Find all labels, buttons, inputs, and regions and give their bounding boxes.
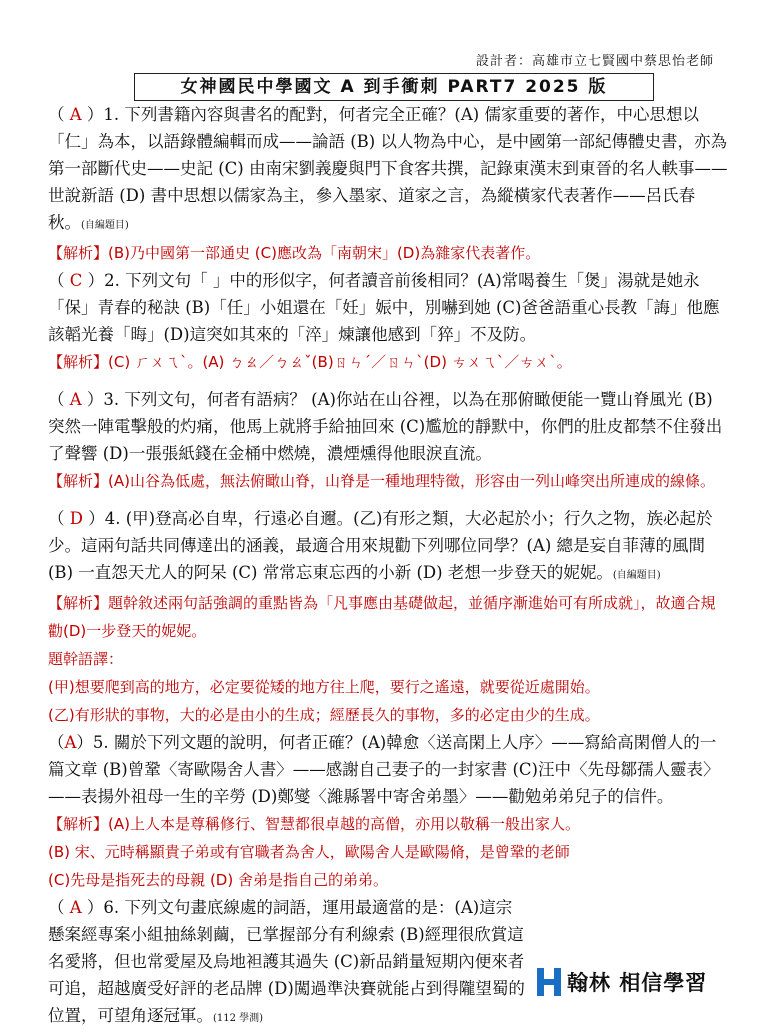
publisher-logo	[536, 967, 707, 997]
explanation-3: 【解析】(A)山谷為低處，無法俯瞰山脊，山脊是一種地理特徵，形容由一列山峰突出所連成的線條。	[48, 472, 715, 490]
question-5-text: 5. 關於下列文題的說明，何者正確？(A)韓愈〈送高閑上人序〉——寫給高閑僧人的一篇文章 (B)曾鞏〈寄歐陽舍人書〉——感謝自己妻子的一封家書 (C)汪中〈先母鄒孺人靈表〉——表揚外祖母一生的辛勞 (D)鄭燮〈濰縣署中寄舍弟墨〉——勸勉弟弟兒子的信件。	[48, 733, 720, 806]
answer-1: A	[69, 105, 82, 124]
answer-5: A	[64, 733, 77, 752]
explanation-5c: (C)先母是指死去的母親 (D) 舍弟是指自己的弟弟。	[48, 871, 388, 889]
answer-4: D	[69, 509, 83, 528]
question-4-source: (自編題目)	[612, 570, 661, 581]
question-6-source: (112 學測)	[213, 1013, 264, 1024]
question-4-text: 4. (甲)登高必自卑，行遠必自邇。(乙)有形之類，大必起於小；行久之物，族必起於少。這兩句話共同傳達出的涵義，最適合用來規勸下列哪位同學？(A) 總是妄自菲薄的風間 (B) 一直怨天尤人的阿呆 (C) 常常忘東忘西的小新 (D) 老想一步登天的妮妮。	[48, 509, 713, 582]
answer-3: A	[69, 390, 82, 409]
explanation-1: 【解析】(B)乃中國第一部通史 (C)應改為「南朝宋」(D)為雜家代表著作。	[48, 244, 541, 262]
answer-2: C	[69, 271, 83, 290]
translation-1: (甲)想要爬到高的地方，必定要從矮的地方往上爬，要行之遙遠，就要從近處開始。	[48, 678, 600, 696]
page-title: 女神國民中學國文 A 到手衝刺 PART7 2025 版	[134, 73, 654, 101]
explanation-4: 【解析】題幹敘述兩句話強調的重點皆為「凡事應由基礎做起，並循序漸進始可有所成就」，故適合規勸(D)一步登天的妮妮。	[48, 594, 716, 640]
question-list	[48, 101, 728, 1032]
question-3-text: 3. 下列文句，何者有語病？ (A)你站在山谷裡，以為在那俯瞰便能一覽山脊風光 (B)突然一陣電擊般的灼痛，他馬上就將手給抽回來 (C)尷尬的靜默中，你們的肚皮都禁不住發出了聲響 (D)一張張紙錢在金桶中燃燒，濃煙燻得他眼淚直流。	[48, 390, 723, 463]
question-5: （A）5. 關於下列文題的說明，何者正確？(A)韓愈〈送高閑上人序〉——寫給高閑僧人的一篇文章 (B)曾鞏〈寄歐陽舍人書〉——感謝自己妻子的一封家書 (C)汪中〈先母鄒孺人靈表〉——表揚外祖母一生的辛勞 (D)鄭燮〈濰縣署中寄舍弟墨〉——勸勉弟弟兒子的信件。	[48, 733, 720, 806]
answer-6: A	[69, 898, 82, 917]
publisher-name: 翰林 相信學習	[567, 971, 708, 995]
explanation-5a: 【解析】(A)上人本是尊稱修行、智慧都很卓越的高僧，亦用以敬稱一般出家人。	[48, 815, 580, 833]
question-1-source: (自編題目)	[81, 220, 129, 231]
question-6: （ A ）6. 下列文句畫底線處的詞語，運用最適當的是：(A)這宗懸案經專案小組抽絲剝繭，已掌握部分有利線索 (B)經理很欣賞這名愛將，但也常愛屋及烏地袒護其過失 (C)新品銷量短期內便來者可追，超越廣受好評的老品牌 (D)闖過準決賽就能占到得隴望蜀的位置，可望角逐冠軍。(112 學測)	[48, 898, 525, 1025]
hanlin-h-logo-icon	[536, 967, 562, 997]
question-6-text: 6. 下列文句畫底線處的詞語，運用最適當的是：(A)這宗懸案經專案小組抽絲剝繭，已掌握部分有利線索 (B)經理很欣賞這名愛將，但也常愛屋及烏地袒護其過失 (C)新品銷量短期內便來者可追，超越廣受好評的老品牌 (D)闖過準決賽就能占到得隴望蜀的位置，可望角逐冠軍。	[48, 898, 525, 1025]
explanation-2: 【解析】(C) ㄏㄨㄟˋ。(A) ㄅㄠ／ㄅㄠˇ(B)ㄖㄣˊ／ㄖㄣˋ(D) ㄘㄨㄟˋ／ㄘㄨˋ。	[48, 353, 572, 371]
question-2: （ C ）2. 下列文句「 」中的形似字，何者讀音前後相同？(A)常喝養生「煲」湯就是她永「保」青春的秘訣 (B)「任」小姐還在「妊」娠中，別嚇到她 (C)爸爸語重心長教「誨」他應該韜光養「晦」(D)這突如其來的「淬」煉讓他感到「猝」不及防。	[48, 271, 720, 344]
question-1: （ A ）1. 下列書籍內容與書名的配對，何者完全正確？(A) 儒家重要的著作，中心思想以「仁」為本，以語錄體編輯而成——論語 (B) 以人物為中心，是中國第一部紀傳體史書，亦為第一部斷代史——史記 (C) 由南宋劉義慶與門下食客共撰，記錄東漢末到東晉的名人軼事——世說新語 (D) 書中思想以儒家為主，參入墨家、道家之言，為縱橫家代表著作——呂氏春秋。(自編題目)	[48, 105, 728, 232]
explanation-5b: (B) 宋、元時稱顯貴子弟或有官職者為舍人，歐陽舍人是歐陽脩，是曾鞏的老師	[48, 843, 570, 861]
translation-title: 題幹語譯：	[48, 650, 124, 668]
translation-2: (乙)有形狀的事物，大的必是由小的生成；經歷長久的事物，多的必定由少的生成。	[48, 706, 600, 724]
designer-credit: 設計者：高雄市立七賢國中蔡思怡老師	[475, 54, 714, 69]
question-3: （ A ）3. 下列文句，何者有語病？ (A)你站在山谷裡，以為在那俯瞰便能一覽山脊風光 (B)突然一陣電擊般的灼痛，他馬上就將手給抽回來 (C)尷尬的靜默中，你們的肚皮都禁不住發出了聲響 (D)一張張紙錢在金桶中燃燒，濃煙燻得他眼淚直流。	[48, 390, 723, 463]
question-1-text: 1. 下列書籍內容與書名的配對，何者完全正確？(A) 儒家重要的著作，中心思想以「仁」為本，以語錄體編輯而成——論語 (B) 以人物為中心，是中國第一部紀傳體史書，亦為第一部斷代史——史記 (C) 由南宋劉義慶與門下食客共撰，記錄東漢末到東晉的名人軼事——世說新語 (D) 書中思想以儒家為主，參入墨家、道家之言，為縱橫家代表著作——呂氏春秋。	[48, 105, 728, 232]
question-4: （ D ）4. (甲)登高必自卑，行遠必自邇。(乙)有形之類，大必起於小；行久之物，族必起於少。這兩句話共同傳達出的涵義，最適合用來規勸下列哪位同學？(A) 總是妄自菲薄的風間 (B) 一直怨天尤人的阿呆 (C) 常常忘東忘西的小新 (D) 老想一步登天的妮妮。(自編題目)	[48, 509, 713, 582]
question-2-text: 2. 下列文句「 」中的形似字，何者讀音前後相同？(A)常喝養生「煲」湯就是她永「保」青春的秘訣 (B)「任」小姐還在「妊」娠中，別嚇到她 (C)爸爸語重心長教「誨」他應該韜光養「晦」(D)這突如其來的「淬」煉讓他感到「猝」不及防。	[48, 271, 720, 344]
